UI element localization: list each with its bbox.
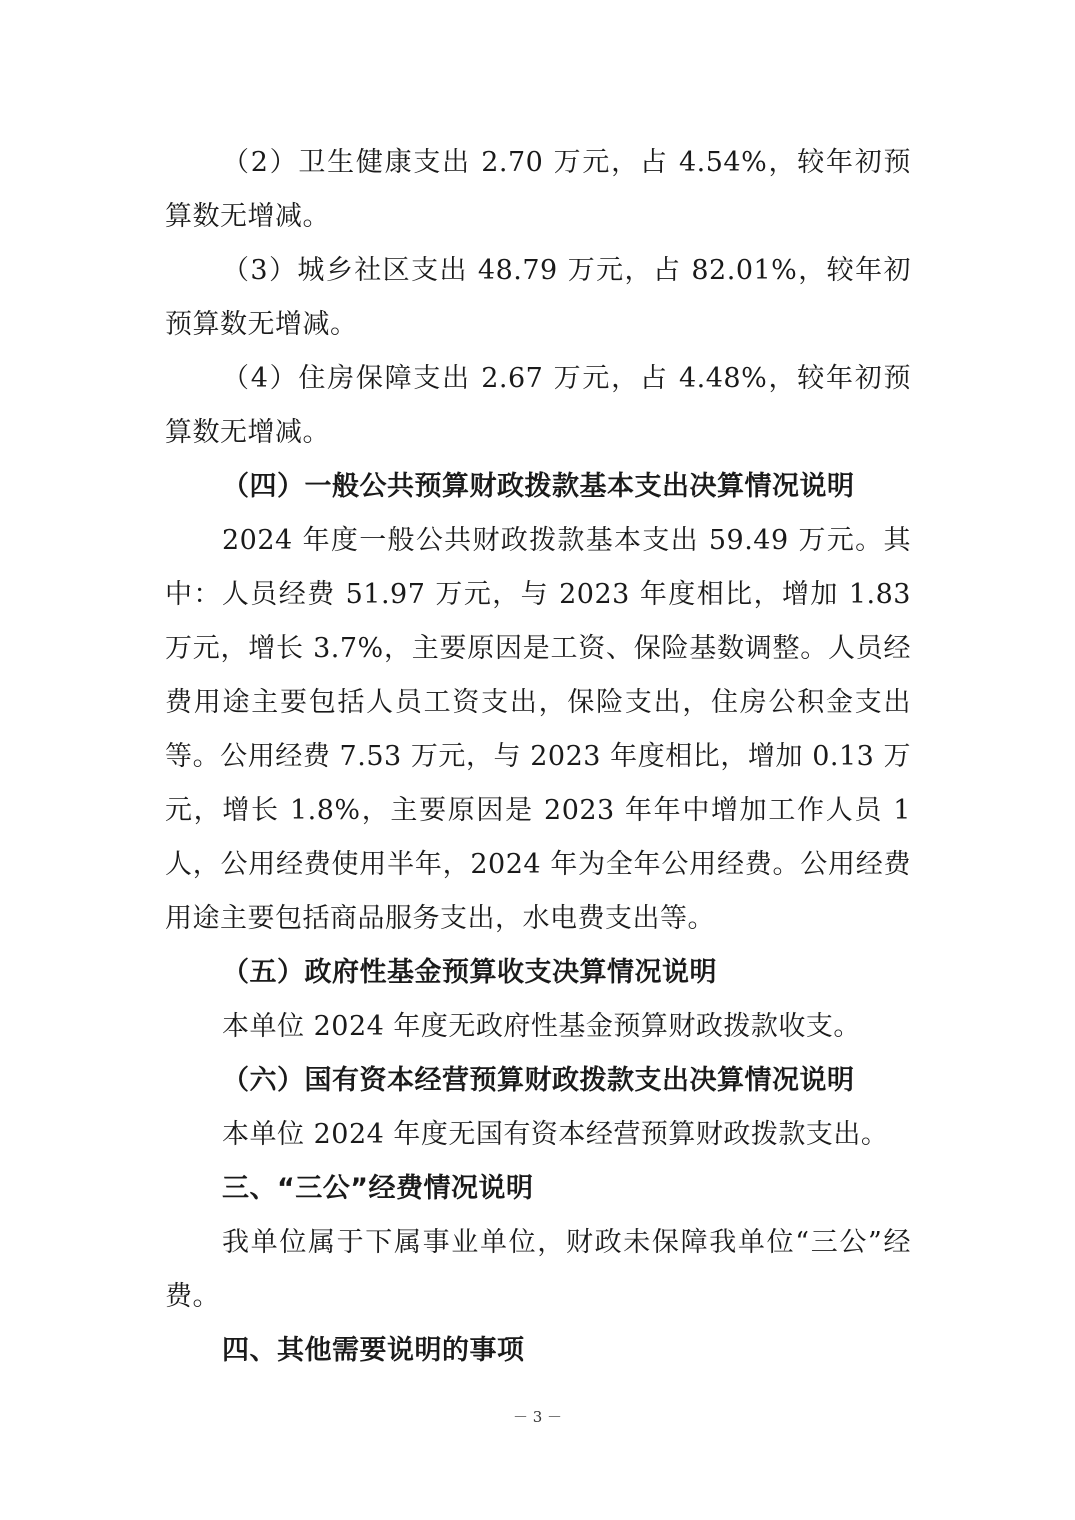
heading-three-public-expenses: 三、“三公”经费情况说明 [222,1173,534,1204]
paragraph-three-public-expenses: 我单位属于下属事业单位，财政未保障我单位“三公”经费。 [165,1227,911,1312]
paragraph-urban-rural-expenditure: （3）城乡社区支出 48.79 万元，占 82.01%，较年初预算数无增减。 [165,255,911,340]
paragraph-state-capital: 本单位 2024 年度无国有资本经营预算财政拨款支出。 [222,1119,889,1150]
page-number: － 3 － [512,1408,563,1426]
paragraph-housing-expenditure: （4）住房保障支出 2.67 万元，占 4.48%，较年初预算数无增减。 [165,363,911,448]
paragraph-health-expenditure: （2）卫生健康支出 2.70 万元，占 4.54%，较年初预算数无增减。 [165,147,911,232]
paragraph-basic-expenditure: 2024 年度一般公共财政拨款基本支出 59.49 万元。其中：人员经费 51.97 万元，与 2023 年度相比，增加 1.83 万元，增长 3.7%，主要原因是工资、保险基数调整。人员经费用途主要包括人员工资支出，保险支出，住房公积金支出等。公用经费 7.53 万元，与 2023 年度相比，增加 0.13 万元，增长 1.8%，主要原因是 2023 年年中增加工作人员 1 人，公用经费使用半年，2024 年为全年公用经费。公用经费用途主要包括商品服务支出，水电费支出等。 [165,525,911,934]
heading-other-matters: 四、其他需要说明的事项 [222,1335,525,1366]
heading-basic-expenditure: （四）一般公共预算财政拨款基本支出决算情况说明 [222,471,855,502]
heading-state-capital: （六）国有资本经营预算财政拨款支出决算情况说明 [222,1065,855,1096]
heading-government-fund: （五）政府性基金预算收支决算情况说明 [222,957,717,988]
paragraph-government-fund: 本单位 2024 年度无政府性基金预算财政拨款收支。 [222,1011,861,1042]
